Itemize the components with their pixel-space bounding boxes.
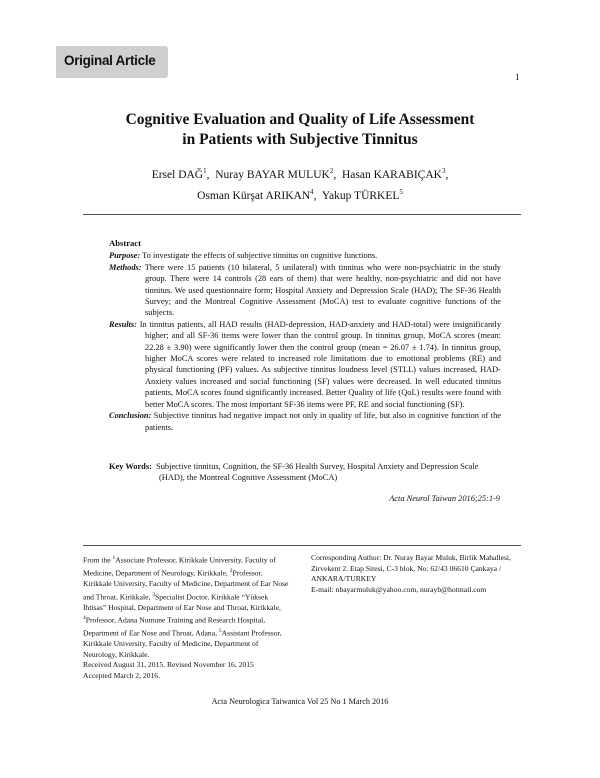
- results-text: In tinnitus patients, all HAD results (HAD-depression, HAD-anxiety and HAD-total) were insignificantly higher; and all SF-36 items were lower than the control group. In tinnitus group, MoCA scores (mean: 22.28 ± 3.90) were significantly lower then the control group (mean = 26.07 ± 1.74). In tinnitus group, higher MoCA scores were related to increased role limitations due to emotional problems (RE) and physical functioning (PF) values. As subjective tinnitus loudness level (STLL) values increased, HAD-Anxiety values increased and social functioning (SF) values were decreased. In well educated tinnitus patients, MoCA scores found significantly increased. Better Quality of life (QoL) results were found with better MoCA scores. The most important SF-36 items were PF, RE and social functioning (SF).: [139, 319, 502, 409]
- author-affiliation-mark: 4: [310, 187, 314, 196]
- correspondence-footnote: [311, 553, 521, 595]
- methods-text: There were 15 patients (10 bilateral, 5 unilateral) with tinnitus who were non-psychiatric in the study group. There were 14 controls (28 ears of them) that were healthy, non-psychiatric and did not have tinnitus. We used questionnaire form; Hospital Anxiety and Depression Scale (HAD); The SF-36 Health Survey; and the Montreal Cognitive Assessment (MoCA) test to evaluate cognitive functions of the subjects.: [144, 262, 501, 318]
- author-affiliation-mark: 2: [329, 167, 334, 175]
- purpose-text: To investigate the effects of subjective tinnitus on cognitive functions.: [142, 251, 378, 261]
- abstract-section: [109, 238, 501, 433]
- abstract-heading: Abstract: [109, 238, 141, 248]
- author-name: Hasan KARABIÇAK: [341, 168, 442, 181]
- author-affiliation-mark: 5: [399, 187, 403, 196]
- author-affiliation-mark: 3: [441, 167, 446, 175]
- author-name: Osman Kürşat ARIKAN: [197, 189, 311, 202]
- results-label: Results:: [109, 319, 137, 329]
- corresponding-author: Corresponding Author: Dr. Nuray Bayar Muluk, Birlik Mahallesi, Zirvekent 2. Etap Sitesi, C-3 blok, No: 62/43 06610 Çankaya / ANKARA/TURKEY: [311, 553, 511, 583]
- conclusion-label: Conclusion:: [109, 411, 152, 421]
- abstract-results: [109, 319, 501, 410]
- abstract-conclusion: [109, 410, 501, 433]
- affiliations-footnote: [83, 553, 293, 681]
- keywords-text: Subjective tinnitus, Cognition, the SF-36 Health Survey, Hospital Anxiety and Depression Scale (HAD), the Montreal Cognitive Assessment (MoCA): [156, 462, 479, 483]
- article-type-label: Original Article: [64, 53, 156, 68]
- author-name: Ersel DAĞ: [151, 168, 204, 181]
- affiliations-text: From the $^1$Associate Professor, Kirikkale University, Faculty of Medicine, Department of Neurology, Kirikkale, $^2$Professor, Kirikkale University, Faculty of Medicine, Department of Ear Nose and Throat, Kirikkale, $^3$Specialist Doctor, Kirikkale “Yüksek İhtisas” Hospital, Department of Ear Nose and Throat, Kirikkale, $^4$Professor, Adana Numune Training and Research Hospital, Department of Ear Nose and Throat, Adana, $^5$Assistant Professor, Kirikkale University, Faculty of Medicine, Department of Neurology, Kirikkale.: [83, 555, 289, 659]
- article-type-badge: [56, 46, 168, 78]
- purpose-label: Purpose:: [109, 251, 141, 261]
- authors-line-1: Ersel DAĞ$^1$, Nuray BAYAR MULUK$^2$, Hasan KARABIÇAK$^3$,: [151, 167, 449, 181]
- keywords-label: Key Words:: [109, 462, 152, 471]
- author-email[interactable]: E-mail: nbayarmuluk@yahoo.com, nurayb@hotmail.com: [311, 584, 487, 594]
- author-list: [60, 163, 540, 205]
- abstract-methods: [109, 262, 501, 319]
- accepted-date: Accepted March 2, 2016.: [83, 670, 160, 680]
- methods-label: Methods:: [109, 262, 142, 272]
- title-line-1: Cognitive Evaluation and Quality of Life Assessment: [125, 111, 475, 128]
- author-name: Nuray BAYAR MULUK: [215, 168, 330, 181]
- journal-citation: Acta Neurol Taiwan 2016;25:1-9: [389, 494, 500, 503]
- journal-footer: Acta Neurologica Taiwanica Vol 25 No 1 March 2016: [211, 697, 389, 706]
- footnote-divider: [83, 545, 521, 546]
- title-divider: [83, 214, 521, 215]
- author-name: Yakup TÜRKEL: [321, 189, 400, 202]
- abstract-purpose: [109, 250, 501, 261]
- title-line-2: in Patients with Subjective Tinnitus: [182, 131, 418, 148]
- author-affiliation-mark: 1: [203, 167, 207, 175]
- conclusion-text: Subjective tinnitus had negative impact not only in quality of life, but also in cognitive function of the patients.: [145, 411, 501, 432]
- received-date: Received August 31, 2015. Revised November 16, 2015: [83, 660, 254, 670]
- authors-line-2: Osman Kürşat ARIKAN$^4$, Yakup TÜRKEL$^5$: [197, 187, 403, 202]
- keywords: [109, 461, 501, 484]
- page-number: 1: [515, 72, 520, 82]
- article-title: [60, 110, 540, 150]
